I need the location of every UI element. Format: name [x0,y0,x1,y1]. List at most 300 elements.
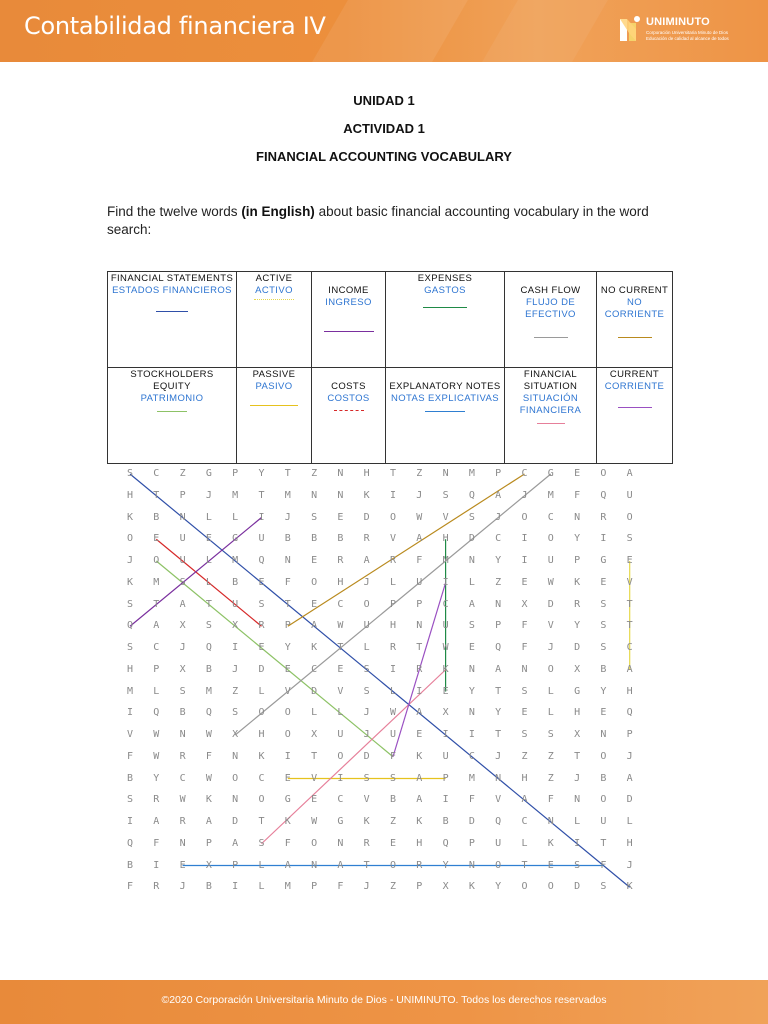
grid-letter: X [232,729,239,740]
grid-letter: C [495,533,502,545]
grid-letter: M [126,685,134,697]
grid-letter: E [311,598,318,610]
grid-letter: I [600,533,607,545]
grid-letter: R [389,555,397,566]
grid-letter: Q [258,555,265,566]
grid-letter: L [205,555,212,566]
vocab-cell [597,272,673,368]
grid-letter: Z [416,468,423,479]
grid-letter: R [574,598,581,610]
grid-letter: O [258,794,265,806]
grid-letter: C [258,772,265,784]
grid-letter: Q [495,642,502,653]
grid-letter: S [600,620,607,632]
grid-letter: O [521,881,528,893]
logo-mark-icon [617,13,643,45]
color-key-line [334,410,364,411]
grid-letter: R [153,794,160,806]
grid-letter: G [337,816,344,827]
grid-letter: D [232,816,239,827]
grid-letter: E [337,511,344,523]
term-spanish: INGRESO [325,297,372,308]
grid-letter: E [468,642,475,653]
grid-letter: N [179,837,186,849]
vocab-cell [312,272,386,368]
grid-letter: B [126,772,134,784]
grid-letter: O [284,729,291,740]
grid-letter: W [153,750,160,762]
grid-letter: I [389,489,397,501]
grid-letter: S [468,620,475,632]
grid-letter: F [126,750,134,762]
grid-letter: B [442,816,449,827]
grid-letter: Y [574,533,581,545]
grid-letter: I [442,794,449,806]
grid-letter: I [126,816,134,827]
grid-letter: C [468,750,475,762]
grid-letter: P [153,663,160,675]
grid-letter: N [495,772,502,784]
grid-letter: A [626,663,633,675]
grid-letter: Q [495,816,502,827]
grid-letter: Y [574,620,581,632]
grid-letter: W [311,816,318,827]
grid-letter: E [600,707,607,719]
grid-letter: Z [311,468,318,479]
grid-letter: K [416,816,423,827]
grid-letter: J [495,750,502,762]
banner-decoration [482,0,608,62]
grid-letter: P [442,772,449,784]
grid-letter: G [232,533,239,545]
grid-letter: O [389,511,397,523]
grid-letter: Q [205,707,212,719]
grid-letter: V [495,794,502,806]
grid-letter: I [126,707,134,719]
instructions-emphasis: (in English) [241,204,315,219]
color-key-line [157,411,187,412]
grid-letter: U [179,555,186,566]
grid-letter: F [547,794,554,806]
grid-letter: Y [495,555,502,566]
grid-letter: A [521,794,528,806]
course-title: Contabilidad financiera IV [24,12,326,40]
grid-letter: X [442,707,449,719]
grid-letter: E [311,555,318,566]
grid-letter: Z [389,881,397,893]
grid-letter: M [468,772,475,784]
color-key-line [423,307,467,308]
grid-letter: M [547,489,554,501]
grid-letter: N [337,837,344,849]
grid-letter: N [468,707,475,719]
grid-letter: Z [495,576,502,588]
grid-letter: H [416,837,423,849]
grid-letter: N [232,750,239,762]
grid-letter: F [153,837,160,849]
grid-letter: H [258,729,265,740]
grid-letter: T [337,642,344,653]
grid-letter: H [626,685,633,697]
grid-letter: C [179,772,186,784]
grid-letter: O [363,598,370,610]
grid-letter: A [626,772,633,784]
grid-letter: Q [468,489,475,501]
grid-letter: K [258,750,265,762]
grid-letter: Q [442,837,449,849]
grid-letter: T [153,489,160,501]
grid-letter: Z [547,772,554,784]
grid-letter: Y [153,772,160,784]
instructions [107,203,667,239]
grid-letter: U [232,598,239,610]
color-key-line [156,311,188,312]
color-key-line [537,423,565,424]
grid-letter: J [363,576,370,588]
grid-letter: U [626,489,633,501]
grid-letter: A [416,794,423,806]
grid-letter: F [416,555,423,566]
grid-letter: W [153,729,160,740]
grid-letter: F [468,794,475,806]
grid-letter: M [232,555,239,566]
grid-letter: R [416,663,423,675]
grid-letter: E [521,576,528,588]
grid-letter: G [574,685,581,697]
grid-letter: W [205,729,212,740]
grid-letter: H [574,707,581,719]
grid-letter: C [442,598,449,610]
grid-letter: N [468,859,475,871]
grid-letter: E [389,837,397,849]
grid-letter: P [626,729,633,740]
grid-letter: H [363,468,370,479]
grid-letter: L [337,707,344,719]
term-english: FINANCIAL SITUATION [523,369,578,392]
grid-letter: T [258,489,265,501]
grid-letter: N [337,489,344,501]
grid-letter: L [389,685,397,697]
term-english: NO CURRENT [600,285,669,296]
grid-letter: O [547,881,554,893]
grid-letter: S [521,729,528,740]
grid-letter: R [363,837,370,849]
vocab-cell [386,368,505,464]
grid-letter: T [495,685,502,697]
grid-letter: O [258,707,265,719]
grid-letter: O [547,533,554,545]
grid-letter: U [337,729,344,740]
term-spanish: ACTIVO [255,285,293,296]
grid-letter: S [547,729,554,740]
grid-letter: T [626,620,633,632]
grid-letter: P [232,859,239,871]
grid-letter: L [153,685,160,697]
grid-letter: I [258,511,265,523]
grid-letter: I [468,729,475,740]
grid-letter: S [363,685,370,697]
grid-letter: L [205,511,212,523]
grid-letter: L [363,642,370,653]
grid-letter: F [521,642,528,653]
grid-letter: D [468,816,475,827]
logo-subtitle-line2: Educación de calidad al alcance de todos [646,36,729,41]
grid-letter: T [389,468,397,479]
grid-letter: A [337,859,344,871]
grid-letter: A [232,837,239,849]
grid-letter: K [205,794,212,806]
grid-letter: A [205,816,212,827]
grid-letter: P [416,881,423,893]
grid-letter: B [389,794,397,806]
grid-letter: H [337,576,344,588]
grid-letter: L [311,707,318,719]
grid-letter: C [153,642,160,653]
grid-letter: S [205,620,212,632]
grid-letter: X [574,663,581,675]
grid-letter: S [363,663,370,675]
grid-letter: S [363,772,370,784]
grid-letter: D [311,685,318,697]
grid-letter: B [337,533,344,545]
grid-letter: E [179,859,186,871]
grid-letter: P [495,620,502,632]
grid-letter: I [442,576,449,588]
grid-letter: W [179,794,186,806]
grid-letter: F [389,750,397,762]
grid-letter: L [258,685,265,697]
term-spanish: NO CORRIENTE [604,297,665,320]
grid-letter: K [547,837,554,849]
grid-letter: T [311,750,318,762]
grid-letter: F [284,576,291,588]
unit-heading: UNIDAD 1 [353,93,415,108]
grid-letter: F [205,750,212,762]
grid-letter: K [284,816,291,827]
grid-letter: O [311,837,318,849]
grid-letter: D [258,663,265,675]
color-key-line [425,411,465,412]
color-key-line [534,337,568,338]
grid-letter: Z [232,685,239,697]
grid-letter: X [521,598,528,610]
grid-letter: S [600,642,607,653]
word-search-grid [107,457,640,897]
grid-letter: X [442,881,449,893]
grid-letter: C [337,598,344,610]
grid-letter: B [600,772,607,784]
copyright-text: ©2020 Corporación Universitaria Minuto de Dios - UNIMINUTO. Todos los derechos reservados [161,994,607,1006]
vocab-cell [505,368,597,464]
grid-letter: I [442,729,449,740]
grid-letter: B [284,533,291,545]
grid-letter: T [153,598,160,610]
term-spanish: ESTADOS FINANCIEROS [112,285,232,296]
grid-letter: I [574,837,581,849]
grid-letter: K [626,881,633,893]
grid-letter: A [416,533,423,545]
grid-letter: T [600,837,607,849]
grid-letter: P [416,598,423,610]
grid-letter: V [442,511,449,523]
grid-letter: K [363,489,370,501]
vocabulary-table [107,271,673,464]
grid-letter: Z [521,750,528,762]
grid-letter: N [284,555,291,566]
grid-letter: H [626,837,633,849]
term-spanish: NOTAS EXPLICATIVAS [390,393,500,404]
grid-letter: S [311,511,318,523]
grid-letter: B [126,859,134,871]
grid-letter: T [574,750,581,762]
grid-letter: A [495,489,502,501]
vocab-cell [505,272,597,368]
grid-letter: T [258,816,265,827]
grid-letter: S [574,859,581,871]
grid-letter: T [495,729,502,740]
grid-letter: C [153,468,160,479]
grid-letter: Y [258,468,265,479]
instructions-lead: Find the twelve words [107,204,242,219]
grid-letter: U [600,816,607,827]
grid-letter: K [468,881,475,893]
grid-letter: C [626,642,633,653]
grid-letter: B [311,533,318,545]
grid-letter: H [521,772,528,784]
grid-letter: A [363,555,370,566]
term-english: COSTS [331,381,366,392]
grid-letter: G [600,555,607,566]
grid-letter: T [363,859,370,871]
vocab-cell [312,368,386,464]
grid-letter: B [600,663,607,675]
grid-letter: S [126,642,134,653]
grid-letter: L [547,685,554,697]
grid-letter: N [600,729,607,740]
grid-letter: U [389,729,397,740]
grid-letter: M [284,489,291,501]
grid-letter: O [311,576,318,588]
header-banner [0,0,768,62]
grid-letter: S [179,576,186,588]
vocabulary-row [108,272,673,368]
grid-letter: A [416,772,423,784]
logo-subtitle [646,30,741,42]
grid-letter: S [521,685,528,697]
grid-letter: E [600,576,607,588]
grid-letter: B [205,663,212,675]
grid-letter: M [468,468,475,479]
grid-letter: Y [495,707,502,719]
term-spanish: PASIVO [255,381,293,392]
grid-letter: G [205,468,212,479]
grid-letter: W [389,707,397,719]
grid-letter: E [258,576,265,588]
term-english: EXPENSES [417,273,473,284]
grid-letter: R [363,533,370,545]
grid-letter: J [363,729,370,740]
grid-letter: N [574,511,581,523]
color-key-line [254,299,294,300]
grid-letter: L [258,859,265,871]
grid-letter: X [311,729,318,740]
grid-letter: O [232,772,239,784]
instructions-tail: about basic financial accounting vocabulary in the word search: [107,204,649,237]
grid-letter: E [521,707,528,719]
grid-letter: U [179,533,186,545]
grid-letter: B [205,881,212,893]
vocab-cell [108,272,237,368]
grid-letter: S [600,881,607,893]
grid-letter: D [574,881,581,893]
grid-letter: R [258,620,265,632]
topic-heading: FINANCIAL ACCOUNTING VOCABULARY [256,149,512,164]
grid-letter: S [258,837,265,849]
grid-letter: C [547,511,554,523]
grid-letter: W [442,642,449,653]
grid-letter: Q [205,642,212,653]
grid-letter: L [205,576,212,588]
grid-letter: K [574,576,581,588]
vocab-cell [597,368,673,464]
logo-name: UNIMINUTO [646,16,710,28]
grid-letter: K [416,750,423,762]
grid-letter: E [574,468,581,479]
grid-letter: R [337,555,344,566]
grid-letter: O [495,859,502,871]
grid-letter: J [626,859,633,871]
grid-letter: T [416,642,423,653]
grid-letter: Q [153,707,160,719]
grid-letter: E [205,533,212,545]
grid-letter: D [547,598,554,610]
grid-letter: T [284,468,291,479]
grid-letter: X [179,663,186,675]
grid-letter: N [179,511,186,523]
grid-letter: Q [600,489,607,501]
grid-letter: F [126,881,134,893]
grid-letter: R [416,859,423,871]
grid-letter: U [442,750,449,762]
grid-letter: Y [284,642,291,653]
grid-letter: J [205,489,212,501]
grid-letter: T [284,598,291,610]
grid-letter: J [547,642,554,653]
grid-letter: A [153,816,160,827]
vocab-cell [237,368,312,464]
grid-letter: Q [126,620,134,632]
grid-letter: N [468,663,475,675]
grid-letter: R [179,750,186,762]
grid-letter: W [205,772,212,784]
grid-letter: X [179,620,186,632]
vocab-cell [237,272,312,368]
grid-letter: Y [442,859,449,871]
grid-letter: J [232,663,239,675]
grid-letter: V [363,794,370,806]
grid-letter: T [521,859,528,871]
grid-letter: F [600,859,607,871]
grid-letter: Z [389,816,397,827]
grid-letter: K [126,576,134,588]
grid-letter: T [626,598,633,610]
grid-letter: R [153,881,160,893]
grid-letter: J [574,772,581,784]
stockholders-equity-line [156,561,393,757]
vocab-cell [108,368,237,464]
grid-letter: D [363,750,370,762]
grid-letter: N [311,489,318,501]
